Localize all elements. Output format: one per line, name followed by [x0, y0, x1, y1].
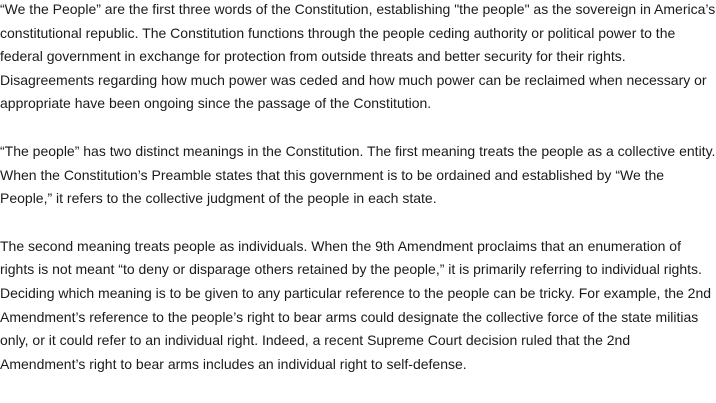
paragraph-two-meanings	[0, 140, 716, 211]
paragraph-we-the-people	[0, 0, 716, 116]
paragraph-line: Deciding which meaning is to be given to any particular reference to the people can be tricky. For example, the 2nd	[0, 284, 712, 301]
paragraph-line: People,” it refers to the collective judgment of the people in each state.	[0, 190, 437, 207]
paragraph-line: Amendment’s reference to the people’s right to bear arms could designate the collective force of the state militias	[0, 308, 699, 325]
paragraph-line: constitutional republic. The Constitution functions through the people ceding authority or political power to the	[0, 24, 676, 41]
paragraph-line: Disagreements regarding how much power was ceded and how much power can be reclaimed when necessary or	[0, 71, 707, 88]
paragraph-line: “We the People” are the first three words of the Constitution, establishing "the people" as the sovereign in America’s	[0, 1, 716, 17]
paragraph-line: only, or it could refer to an individual right. Indeed, a recent Supreme Court decision ruled that the 2nd	[0, 332, 631, 349]
paragraph-line: Amendment’s right to bear arms includes an individual right to self-defense.	[0, 355, 467, 372]
paragraph-line: appropriate have been ongoing since the passage of the Constitution.	[0, 95, 432, 112]
paragraph-line: When the Constitution’s Preamble states that this government is to be ordained and established by “We the	[0, 166, 665, 183]
paragraph-line: “The people” has two distinct meanings in the Constitution. The first meaning treats the people as a collective entity.	[0, 142, 716, 159]
paragraph-individuals	[0, 235, 716, 377]
paragraph-line: federal government in exchange for protection from outside threats and better security for their rights.	[0, 48, 626, 65]
paragraph-line: The second meaning treats people as individuals. When the 9th Amendment proclaims that an enumeration of	[0, 237, 681, 254]
paragraph-line: rights is not meant “to deny or disparage others retained by the people,” it is primarily referring to individual rights.	[0, 261, 702, 278]
